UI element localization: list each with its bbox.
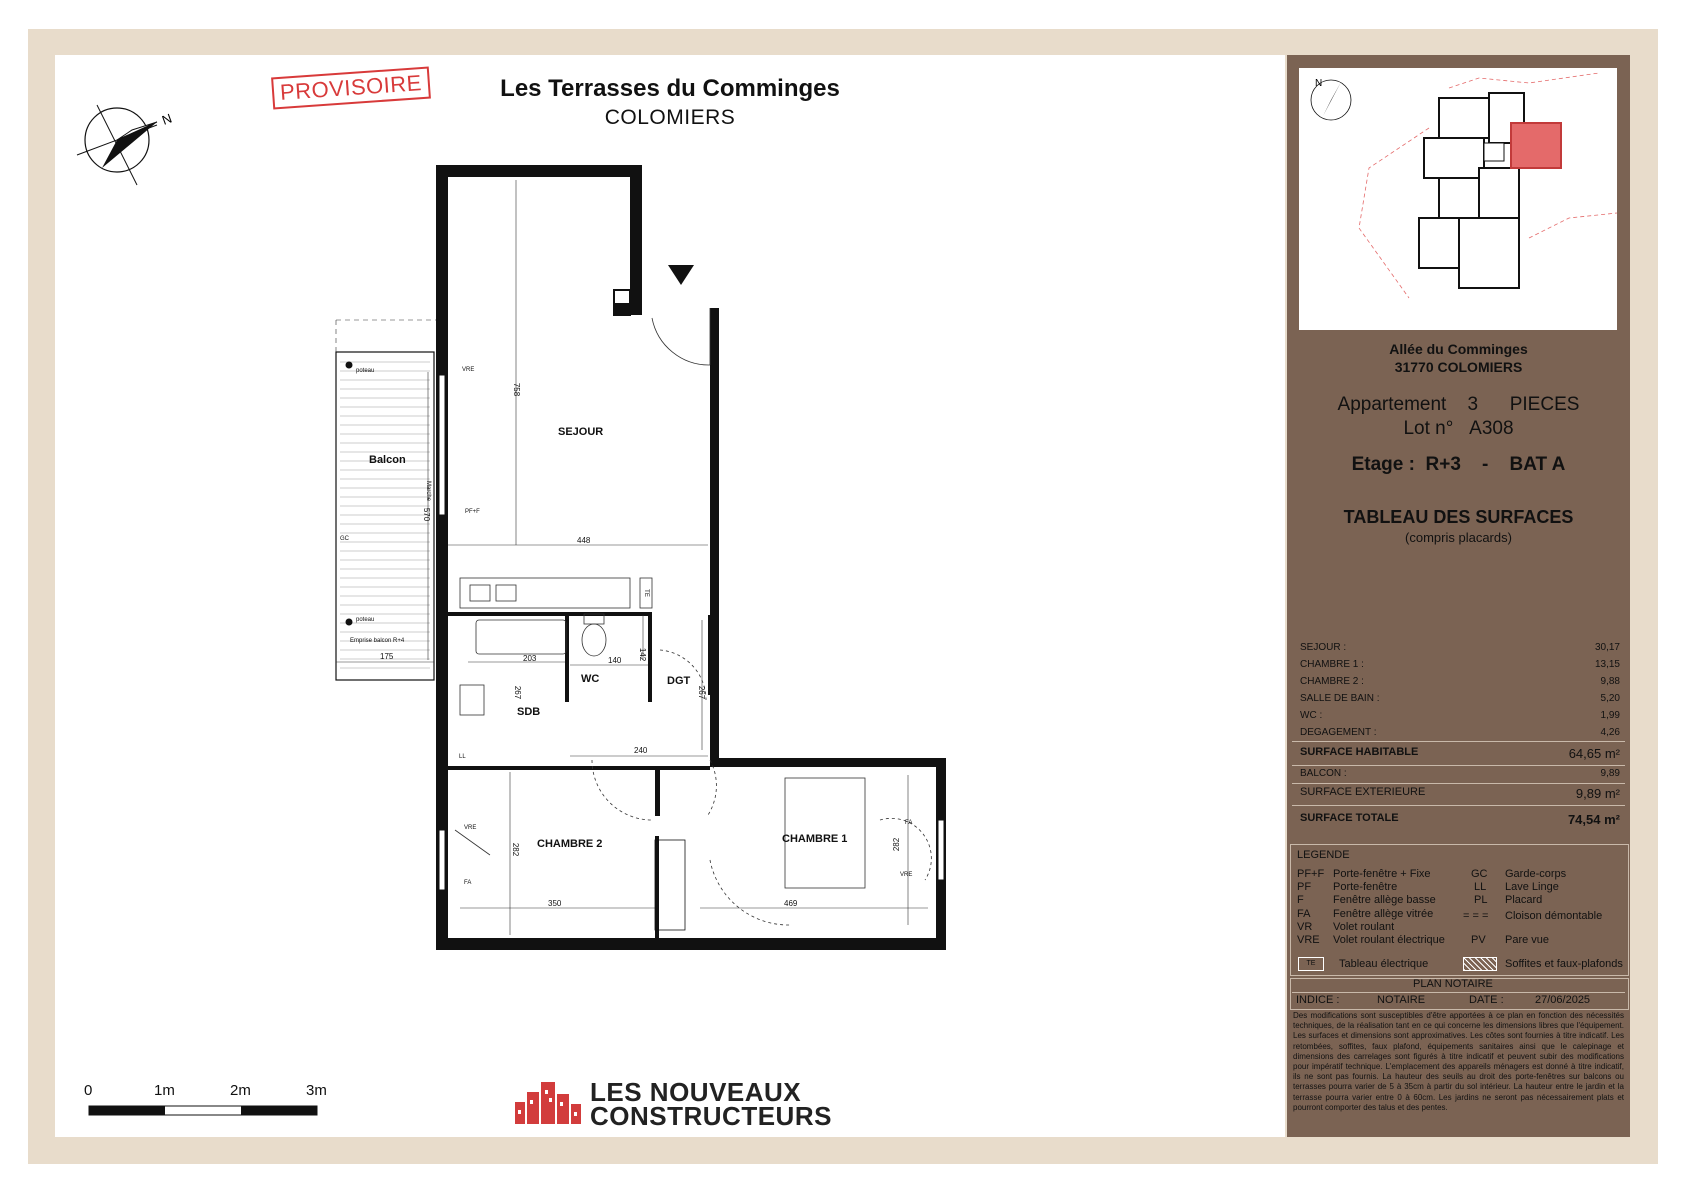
dimension-label: 142 (638, 647, 648, 662)
appartement-value: 3 (1467, 394, 1479, 415)
floor-plan (0, 0, 1000, 960)
lot-label: Lot n° (1403, 418, 1454, 439)
wall-sejour-east-upper (630, 165, 642, 315)
partition-chambres-split (655, 836, 659, 946)
logo-line-2: CONSTRUCTEURS (590, 1101, 832, 1131)
wall-chambre1-north (710, 758, 945, 767)
legend-text: Pare vue (1505, 934, 1550, 946)
legend-text: Fenêtre allège basse (1333, 894, 1436, 906)
etage-label: Etage : (1351, 454, 1415, 475)
dimension-label: 570 (422, 507, 432, 522)
builder-logo-icon (515, 1080, 585, 1130)
svg-text:N: N (159, 110, 174, 128)
key-plan (1299, 68, 1617, 330)
address-line-2: 31770 COLOMIERS (1394, 359, 1523, 375)
legend-code: GC (1471, 868, 1488, 880)
toilet (582, 624, 606, 656)
room-label-wc: WC (581, 673, 600, 685)
plan-note: VRE (462, 367, 475, 373)
etage-separator: - (1482, 454, 1489, 475)
highlighted-unit (1511, 123, 1561, 168)
washbasin (460, 685, 484, 715)
svg-text:N: N (1315, 78, 1323, 89)
legend-code: = = = (1463, 910, 1489, 922)
legend-code: PF+F (1297, 868, 1325, 880)
scale-bar (88, 1102, 328, 1122)
legend-code: VRE (1297, 934, 1320, 946)
surface-exterieure-row: SURFACE EXTERIEURE 9,89 m² (1300, 786, 1620, 801)
legend-text: Porte-fenêtre (1333, 881, 1398, 893)
partition-door-jamb (655, 766, 660, 816)
lot-value: A308 (1469, 418, 1514, 439)
dimension-label: 469 (784, 899, 798, 908)
scale-tick-label: 1m (154, 1082, 175, 1099)
room-label-sejour: SEJOUR (558, 426, 604, 438)
floor-info (1287, 454, 1630, 476)
surface-habitable-row: SURFACE HABITABLE 64,65 m² (1300, 746, 1620, 761)
partition-sdb-north (448, 612, 648, 616)
pieces-label: PIECES (1509, 394, 1580, 415)
surface-row: DEGAGEMENT : 4,26 (1300, 727, 1620, 738)
legend-title: LEGENDE (1297, 849, 1350, 861)
scale-tick-label: 0 (84, 1082, 93, 1099)
plan-note: poteau (356, 368, 375, 374)
plan-notaire-label: PLAN NOTAIRE (1413, 978, 1493, 990)
plan-note: PF+F (465, 509, 480, 515)
dimension-label: 282 (511, 842, 521, 857)
date-label: DATE : (1469, 994, 1504, 1006)
legend-code: PL (1474, 894, 1488, 906)
dimension-label: 448 (577, 536, 591, 545)
plan-note: poteau (356, 617, 375, 623)
provisional-stamp: PROVISOIRE (271, 67, 431, 110)
surfaces-title: TABLEAU DES SURFACES (1343, 507, 1574, 527)
address-line-1: Allée du Comminges (1389, 341, 1528, 357)
legend-code: VR (1297, 921, 1313, 933)
kitchen-counter (460, 578, 630, 608)
etage-value: R+3 (1425, 454, 1461, 475)
surface-totale-row: SURFACE TOTALE 74,54 m² (1300, 812, 1620, 827)
dimension-label: 350 (548, 899, 562, 908)
wall-south (436, 938, 946, 950)
surface-row: WC : 1,99 (1300, 710, 1620, 721)
wall-north (436, 165, 642, 177)
legend-text: Porte-fenêtre + Fixe (1333, 868, 1431, 880)
plan-note: FA (905, 820, 913, 826)
scale-tick-label: 3m (306, 1082, 327, 1099)
legend-code: FA (1297, 908, 1311, 920)
room-label-sdb: SDB (517, 706, 541, 718)
plan-note: LL (459, 754, 466, 760)
legend-text: Volet roulant (1333, 921, 1395, 933)
legal-disclaimer: Des modifications sont susceptibles d'être apportées à ce plan en fonction des nécessités techniques, de la réalisation tant en ce qui concerne les dimensions libres que l'équipement. Les surfaces et dimensions sont approximatives. Les côtes sont fournies à titre indicatif. Les retombées, soffites, faux plafond, équipements sanitaires ainsi que le calepinage et dimensions des carrelages sont figurés à titre indicatif et peuvent subir des modifications pour impératif technique. L'emplacement des appareils ménagers est donné à titre indicatif, ils ne sont pas fournis. La hauteur des seuils au droit des porte-fenêtres sur balcons ou terrasses pourra varier de 5 à 35cm à partir du sol intérieur. La hauteur entre le jardin et la terrasse pourra varier entre 0 à 60cm. Les jardins ne seront pas nécessairement plats et pourront comporter des talus et des pentes. (1293, 1011, 1624, 1112)
bat-value: BAT A (1509, 454, 1566, 475)
soffites-icon (1463, 957, 1497, 971)
wall-entry-return (614, 303, 642, 315)
appartement-label: Appartement (1337, 394, 1447, 415)
legend-text: Placard (1505, 894, 1543, 906)
room-label-dgt: DGT (667, 675, 691, 687)
indice-label: INDICE : (1296, 994, 1340, 1006)
legend-te-icon: TE (1298, 957, 1324, 971)
legend-text: Lave Linge (1505, 881, 1559, 893)
legend-text: Garde-corps (1505, 868, 1567, 880)
surfaces-subtitle: (compris placards) (1405, 530, 1512, 545)
page-title: Les Terrasses du Comminges (500, 75, 840, 102)
poteau-marker (346, 362, 353, 369)
surface-row: SALLE DE BAIN : 5,20 (1300, 693, 1620, 704)
legend-text: Soffites et faux-plafonds (1505, 958, 1623, 970)
surface-row: CHAMBRE 2 : 9,88 (1300, 676, 1620, 687)
balcon-row: BALCON : 9,89 (1300, 768, 1620, 779)
dimension-label: 203 (523, 654, 537, 663)
partition-wc-east (648, 612, 652, 702)
legend-code: PF (1297, 881, 1312, 893)
surface-row: CHAMBRE 1 : 13,15 (1300, 659, 1620, 670)
page-subtitle: COLOMIERS (604, 106, 736, 129)
builder-logo-text (590, 1077, 832, 1131)
legend-text: Cloison démontable (1505, 910, 1603, 922)
dimension-label: 240 (634, 746, 648, 755)
plan-note: VRE (900, 872, 913, 878)
plan-note: GC (340, 536, 349, 542)
room-label-chambre-2: CHAMBRE 2 (537, 838, 603, 850)
legend-text: Volet roulant électrique (1333, 934, 1445, 946)
partition-chambres (448, 766, 710, 770)
address (1287, 340, 1630, 376)
apartment-info (1287, 393, 1630, 441)
date-value: 27/06/2025 (1535, 994, 1591, 1006)
indice-value: NOTAIRE (1377, 994, 1426, 1006)
legend-code: F (1297, 894, 1304, 906)
logo-line-1: LES NOUVEAUX (590, 1077, 802, 1107)
dimension-label: 282 (892, 837, 902, 852)
partition-dgt (708, 615, 712, 695)
legend-text: Fenêtre allège vitrée (1333, 908, 1434, 920)
plan-note: TE (642, 589, 649, 597)
legend-code: LL (1474, 881, 1487, 893)
dimension-label: 175 (380, 652, 394, 661)
surface-row: SEJOUR : 30,17 (1300, 642, 1620, 653)
legend-text: Tableau électrique (1339, 958, 1429, 970)
dimension-label: 140 (608, 656, 622, 665)
plan-note: Marche (425, 480, 432, 502)
bathtub (476, 620, 566, 654)
room-label-balcon: Balcon (369, 454, 406, 466)
scale-tick-label: 2m (230, 1082, 251, 1099)
dimension-label: 267 (513, 685, 523, 700)
dimension-label: 758 (512, 382, 522, 397)
entry-arrow-icon (668, 265, 694, 285)
plan-note: VRE (464, 825, 477, 831)
poteau-marker (346, 619, 353, 626)
plan-note: Emprise balcon R+4 (350, 638, 405, 644)
balcony (336, 320, 436, 680)
dimension-label: 267 (697, 685, 707, 700)
legend-code: PV (1471, 934, 1486, 946)
plan-note: FA (464, 880, 472, 886)
room-label-chambre-1: CHAMBRE 1 (782, 833, 848, 845)
